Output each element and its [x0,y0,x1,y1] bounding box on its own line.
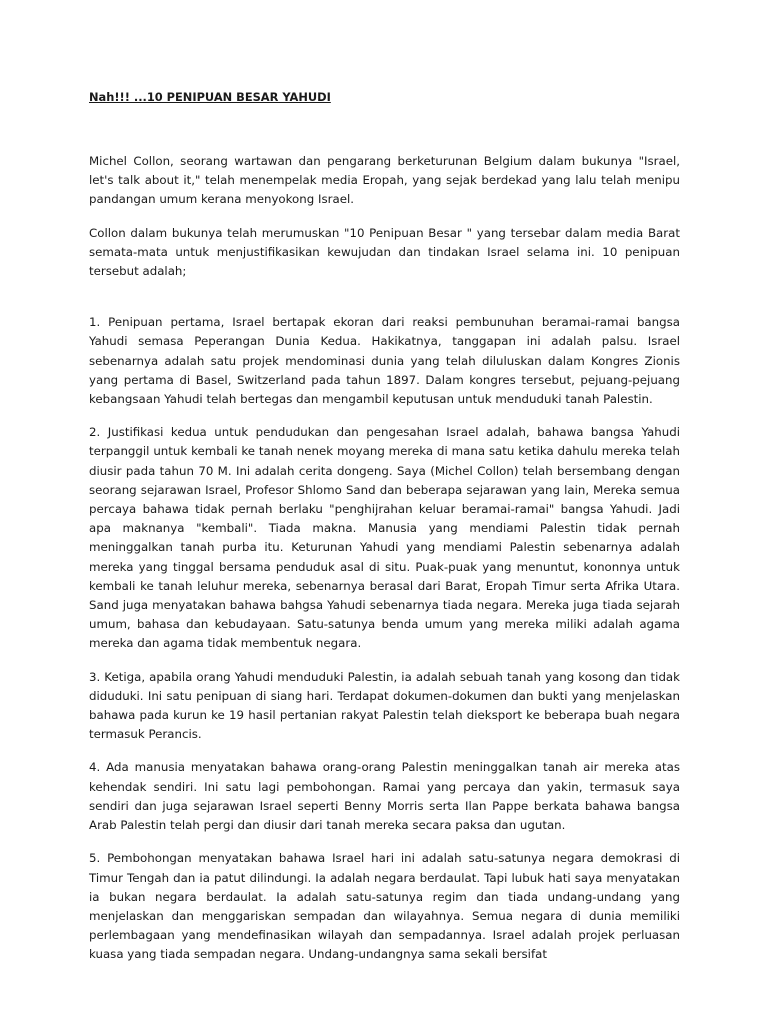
document-page [89,88,680,979]
document-title: Nah!!! ...10 PENIPUAN BESAR YAHUDI [89,90,331,104]
paragraph-point-2: 2. Justifikasi kedua untuk pendudukan dan pengesahan Israel adalah, bahawa bangsa Yahudi terpanggil untuk kembali ke tanah nenek moyang mereka di mana satu ketika dahulu mereka telah diusir pada tahun 70 M. Ini adalah cerita dongeng. Saya (Michel Collon) telah bersembang dengan seorang sejarawan Israel, Profesor Shlomo Sand dan beberapa sejarawan yang lain, Mereka semua percaya bahawa tidak pernah berlaku "penghijrahan keluar beramai-ramai" bangsa Yahudi. Jadi apa maknanya "kembali". Tiada makna. Manusia yang mendiami Palestin tidak pernah meninggalkan tanah purba itu. Keturunan Yahudi yang mendiami Palestin sebenarnya adalah mereka yang tinggal bersama penduduk asal di situ. Puak-puak yang menuntut, kononnya untuk kembali ke tanah leluhur mereka, sebenarnya berasal dari Barat, Eropah Timur serta Afrika Utara. Sand juga menyatakan bahawa bahgsa Yahudi sebenarnya tiada negara. Mereka juga tiada sejarah umum, bahasa dan kebudayaan. Satu-satunya benda umum yang mereka miliki adalah agama mereka dan agama tidak membentuk negara. [89,425,680,651]
paragraph-intro: Michel Collon, seorang wartawan dan pengarang berketurunan Belgium dalam bukunya "Israel, let's talk about it," telah menempelak media Eropah, yang sejak berdekad yang lalu telah menipu pandangan umum kerana menyokong Israel. [89,154,680,207]
paragraph-point-1: 1. Penipuan pertama, Israel bertapak ekoran dari reaksi pembunuhan beramai-ramai bangsa Yahudi semasa Peperangan Dunia Kedua. Hakikatnya, tanggapan ini adalah palsu. Israel sebenarnya adalah satu projek mendominasi dunia yang telah diluluskan dalam Kongres Zionis yang pertama di Basel, Switzerland pada tahun 1897. Dalam kongres tersebut, pejuang-pejuang kebangsaan Yahudi telah bertegas dan mengambil keputusan untuk menduduki tanah Palestin. [89,315,680,407]
paragraph-point-5: 5. Pembohongan menyatakan bahawa Israel hari ini adalah satu-satunya negara demokrasi di Timur Tengah dan ia patut dilindungi. Ia adalah negara berdaulat. Tapi lubuk hati saya menyatakan ia bukan negara berdaulat. Ia adalah satu-satunya regim dan tiada undang-undang yang menjelaskan dan menggariskan sempadan dan wilayahnya. Semua negara di dunia memiliki perlembagaan yang mendefinasikan wilayah dan sempadannya. Israel adalah projek perluasan kuasa yang tiada sempadan negara. Undang-undangnya sama sekali bersifat [89,851,680,962]
paragraph-point-4: 4. Ada manusia menyatakan bahawa orang-orang Palestin meninggalkan tanah air mereka atas kehendak sendiri. Ini satu lagi pembohongan. Ramai yang percaya dan yakin, termasuk saya sendiri dan juga sejarawan Israel seperti Benny Morris serta Ilan Pappe berkata bahawa bangsa Arab Palestin telah pergi dan diusir dari tanah mereka secara paksa dan ugutan. [89,760,680,833]
paragraph-summary: Collon dalam bukunya telah merumuskan "10 Penipuan Besar " yang tersebar dalam media Barat semata-mata untuk menjustifikasikan kewujudan dan tindakan Israel selama ini. 10 penipuan tersebut adalah; [89,225,680,279]
paragraph-point-3: 3. Ketiga, apabila orang Yahudi menduduki Palestin, ia adalah sebuah tanah yang kosong dan tidak diduduki. Ini satu penipuan di siang hari. Terdapat dokumen-dokumen dan bukti yang menjelaskan bahawa pada kurun ke 19 hasil pertanian rakyat Palestin telah dieksport ke beberapa buah negara termasuk Perancis. [89,669,680,742]
